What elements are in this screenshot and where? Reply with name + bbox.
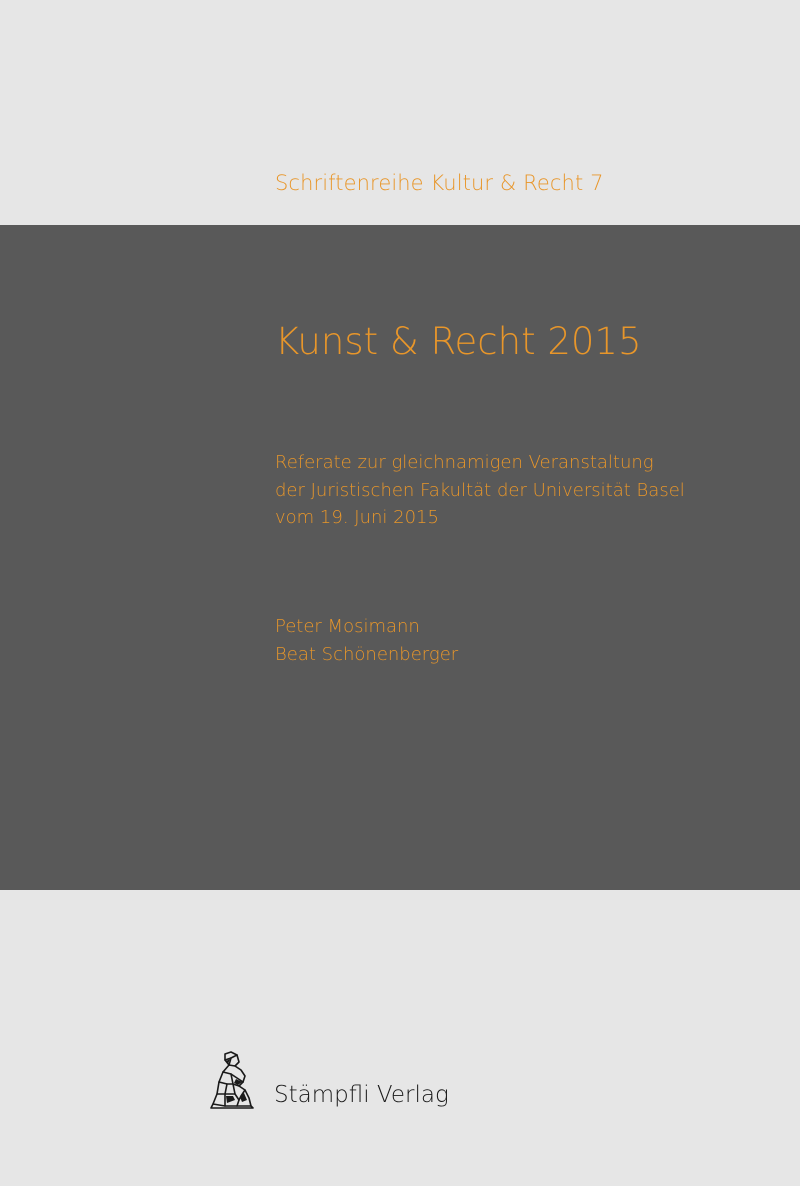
subtitle-line: Referate zur gleichnamigen Veranstaltung bbox=[275, 452, 654, 473]
publisher-name: Stämpfli Verlag bbox=[274, 1082, 449, 1108]
subtitle-line: der Juristischen Fakultät der Universität Basel bbox=[275, 479, 685, 501]
publisher-logo-icon bbox=[209, 1050, 255, 1110]
top-band bbox=[0, 0, 800, 225]
bottom-band bbox=[0, 890, 800, 1186]
author-name: Beat Schönenberger bbox=[275, 644, 459, 665]
series-title: Schriftenreihe Kultur & Recht 7 bbox=[275, 171, 604, 195]
book-title: Kunst & Recht 2015 bbox=[275, 320, 642, 363]
authors bbox=[275, 613, 458, 669]
book-subtitle bbox=[275, 449, 745, 532]
subtitle-line: vom 19. Juni 2015 bbox=[275, 507, 439, 528]
author-name: Peter Mosimann bbox=[275, 616, 420, 637]
